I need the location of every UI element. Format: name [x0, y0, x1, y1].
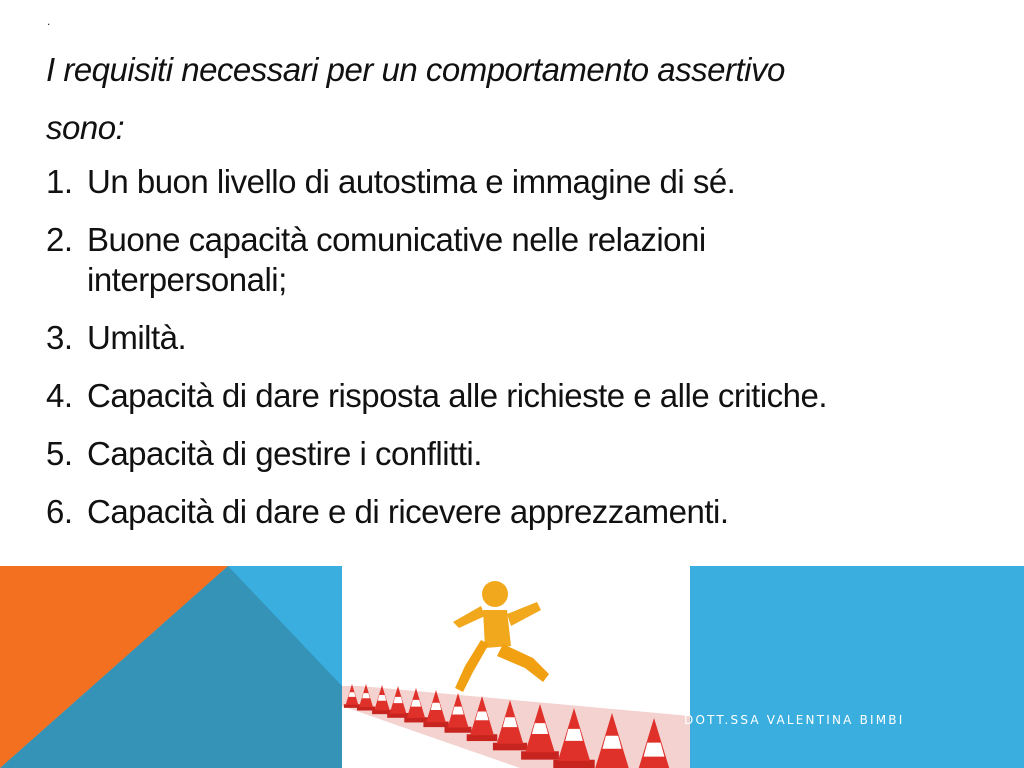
intro-line-2: sono:	[46, 109, 125, 146]
decorative-band	[0, 566, 1024, 768]
list-item	[46, 220, 877, 300]
list-item-number: 1.	[46, 163, 73, 200]
intro-text	[46, 46, 1006, 162]
requirements-list	[46, 162, 1006, 532]
intro-line-1: I requisiti necessari per un comportamento assertivo	[46, 51, 785, 88]
list-item	[46, 492, 1006, 532]
list-item	[46, 162, 1006, 202]
slide-body	[46, 46, 1006, 550]
list-item	[46, 376, 1006, 416]
list-item-number: 5.	[46, 435, 73, 472]
list-item-text: Capacità di gestire i conflitti.	[87, 435, 482, 472]
list-item-number: 2.	[46, 221, 73, 258]
list-item-text: Un buon livello di autostima e immagine di sé.	[87, 163, 736, 200]
list-item-number: 4.	[46, 377, 73, 414]
list-item-text: Capacità di dare risposta alle richieste e alle critiche.	[87, 377, 828, 414]
list-item-text: Umiltà.	[87, 319, 187, 356]
list-item-text: Capacità di dare e di ricevere apprezzamenti.	[87, 493, 729, 530]
band-right-blue	[690, 566, 1024, 768]
list-item-number: 3.	[46, 319, 73, 356]
footer-author: DOTT.SSA VALENTINA BIMBI	[684, 713, 905, 727]
list-item	[46, 318, 1006, 358]
list-item-number: 6.	[46, 493, 73, 530]
bullet-marker: .	[47, 14, 51, 28]
list-item	[46, 434, 1006, 474]
list-item-text: Buone capacità comunicative nelle relazioni interpersonali;	[87, 221, 706, 298]
